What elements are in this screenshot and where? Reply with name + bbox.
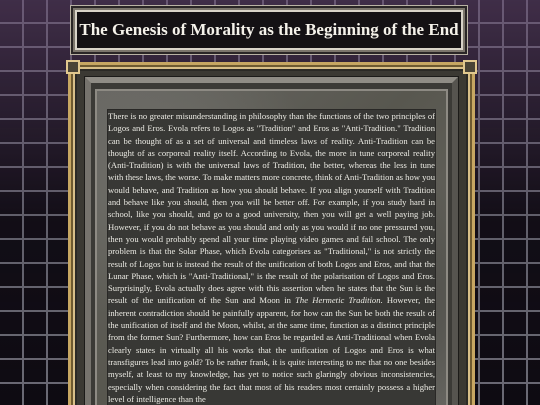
frame-corner-ornament bbox=[66, 60, 80, 74]
ornate-frame bbox=[68, 62, 475, 405]
title-banner bbox=[75, 10, 463, 50]
page-title: The Genesis of Morality as the Beginning of the End bbox=[79, 20, 459, 39]
book-title: The Hermetic Tradition bbox=[295, 295, 381, 306]
frame-corner-ornament bbox=[463, 60, 477, 74]
article-panel[interactable] bbox=[107, 109, 436, 405]
article-body bbox=[108, 110, 435, 405]
article-text-part-2: . However, the inherent contradiction should be painfully apparent, for how can the Sun be both the result of the unification of itself and the Moon, whilst, at the same time, function as a distinct principle from the former Sun? Furthermore, how can Eros be regarded as Anti-Traditional when Evola clearly states in virtually all his works that the unification of Logos and Eros is what transfigures lead into gold? To be rather frank, it is quite interesting to me that no one besides myself, at least to my knowledge, has yet to notice such glaringly obvious inconsistencies, especially when considering the fact that most of his readers most certainly possess a higher level of intelligence than the bbox=[108, 295, 435, 404]
article-text-part-1: There is no greater misunderstanding in philosophy than the functions of the two principles of Logos and Eros. Evola refers to Logos as "Tradition" and Eros as "Anti-Tradition." Tradition can be thought of as a set of universal and timeless laws of reality. Anti-Tradition can be thought of as corporeal reality itself. According to Evola, the more in tune corporeal reality (Anti-Tradition) is with the universal laws of Tradition, the better, whereas the less in tune with these laws, the worse. To make matters more concrete, think of Anti-Tradition as how you would behave, and Tradition as how you should behave. If you align yourself with Tradition and behave like you should, then you will be better off. For example, if you study hard in school, like you should, and go to a good university, then you will get a well paying job. However, if you do not behave as you should and only as you would if no one pressured you, then you would probably spend all your time playing video games and fail school. The only problem is that the Solar Phase, which Evola categorises as "Traditional," is not strictly the result of Logos but is instead the result of the unification of both Logos and Eros, and that the Lunar Phase, which is "Anti-Traditional," is the result of the polarisation of Logos and Eros. Surprisingly, Evola actually does agree with this assertion when he states that the Sun is the result of the unification of the Sun and Moon in bbox=[108, 111, 435, 306]
